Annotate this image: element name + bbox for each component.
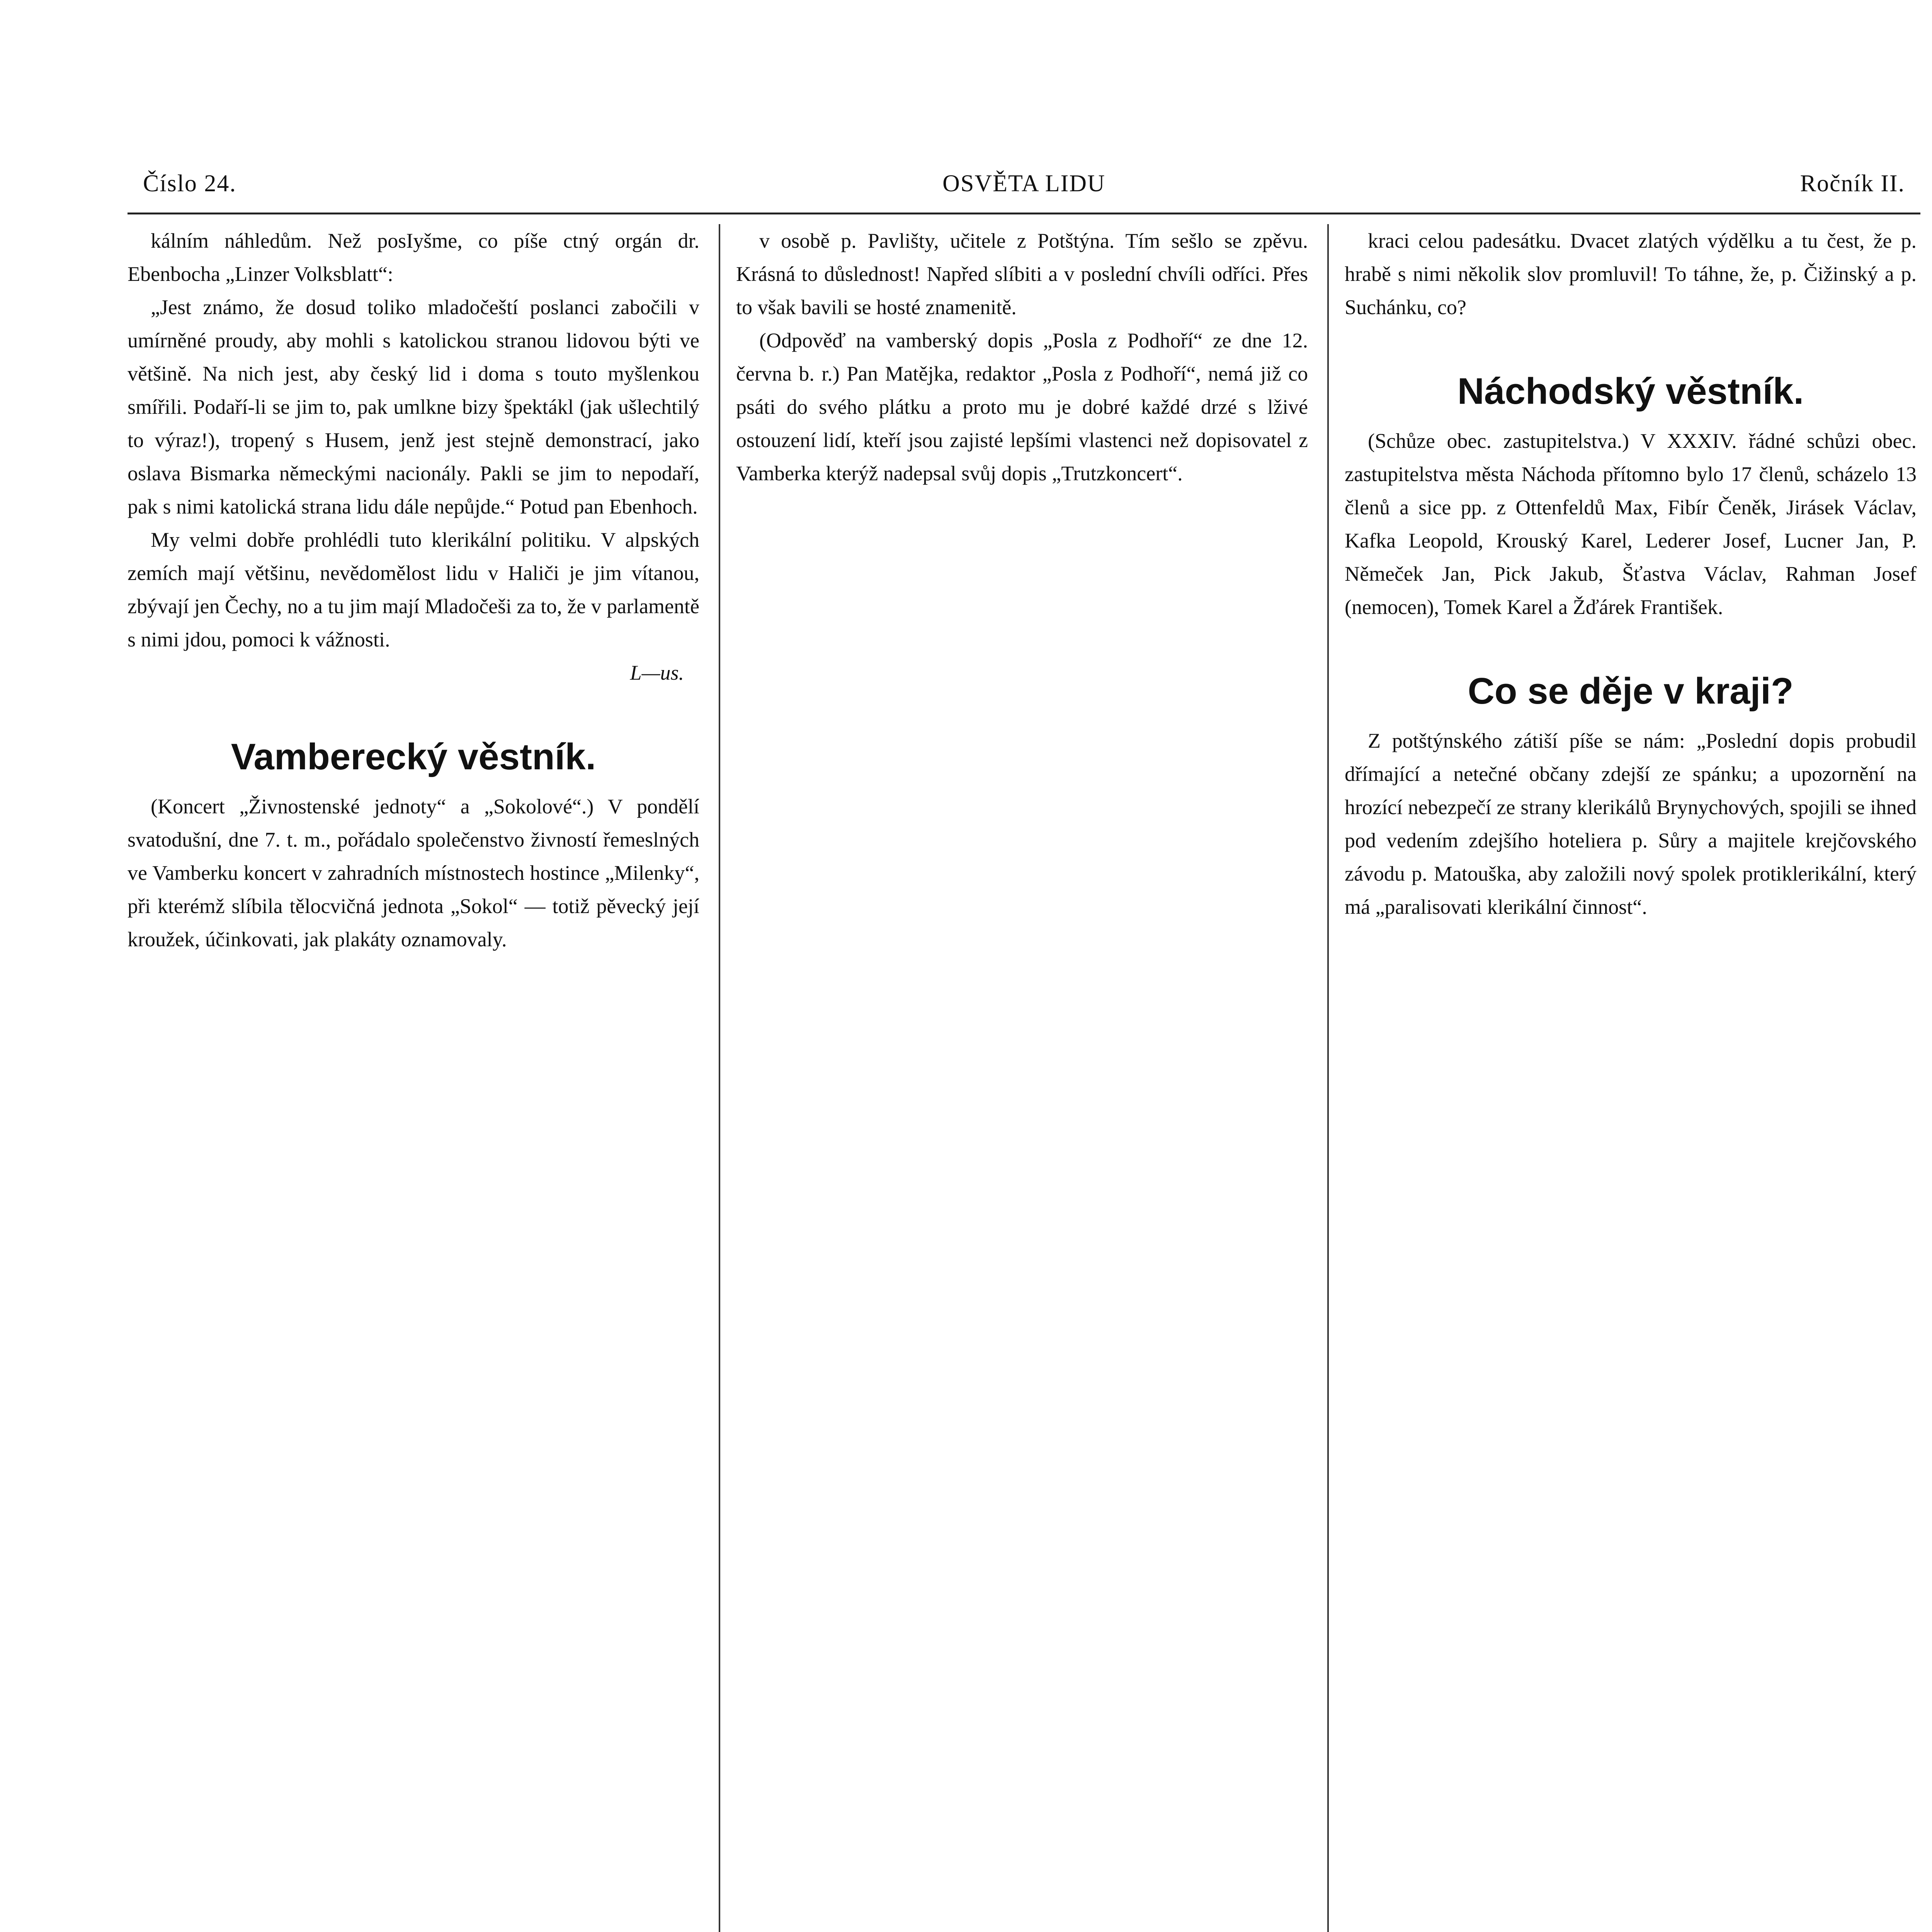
- column-divider: [1327, 224, 1329, 1932]
- volume-number: Ročník II.: [1800, 170, 1905, 197]
- column-1: [128, 224, 699, 1932]
- section-title-co-se-deje: Co se děje v kraji?: [1468, 670, 1794, 712]
- paragraph: kálním náhledům. Než posIyšme, co píše ctný orgán dr. Ebenbocha „Linzer Volksblatt“:: [128, 229, 699, 286]
- header-rule: [128, 213, 1920, 214]
- section-title-vamberecky: Vamberecký věstník.: [231, 736, 596, 777]
- paragraph: v osobě p. Pavlišty, učitele z Potštýna. Tím sešlo se zpěvu. Krásná to důslednost! Napřed slíbiti a v poslední chvíli odříci. Přes to však bavili se hosté znamenitě.: [736, 229, 1308, 319]
- page-header: [128, 162, 1920, 205]
- article-signature: L—us.: [630, 661, 684, 684]
- column-divider: [719, 224, 720, 1932]
- section-title-nachodsky: Náchodský věstník.: [1457, 371, 1804, 412]
- paragraph: „Jest známo, že dosud toliko mladočeští poslanci zabočili v umírněné proudy, aby mohli s katolickou stranou lidovou býti ve většině. Na nich jest, aby český lid i doma s touto myšlenkou smířili. Podaří-li se jim to, pak umlkne bizy špektákl (jak ušlechtilý to výraz!), tropený s Husem, jenž jest stejně demonstrací, jako oslava Bismarka německými nacionály. Pakli se jim to nepodaří, pak s nimi katolická strana lidu dále nepůjde.“ Potud pan Ebenhoch.: [128, 296, 699, 518]
- masthead-title: OSVĚTA LIDU: [942, 170, 1105, 197]
- newspaper-page: [128, 162, 1920, 1932]
- paragraph: kraci celou padesátku. Dvacet zlatých výdělku a tu čest, že p. hrabě s nimi několik slov promluvil! To táhne, že, p. Čižinský a p. Suchánku, co?: [1345, 229, 1917, 319]
- column-3: [1345, 224, 1917, 1932]
- paragraph: (Koncert „Živnostenské jednoty“ a „Sokolové“.) V pondělí svatodušní, dne 7. t. m., pořádalo společenstvo živností řemeslných ve Vamberku koncert v zahradních místnostech hostince „Milenky“, při kterémž slíbila tělocvičná jednota „Sokol“ — totiž pěvecký její kroužek, účinkovati, jak plakáty oznamovaly.: [128, 795, 699, 951]
- issue-number: Číslo 24.: [143, 170, 236, 197]
- paragraph: (Odpověď na vamberský dopis „Posla z Podhoří“ ze dne 12. června b. r.) Pan Matějka, redaktor „Posla z Podhoří“, nemá již co psáti do svého plátku a proto mu je dobré každé drzé s lživé ostouzení lidí, kteří jsou zajisté lepšími vlastenci než dopisovatel z Vamberka kterýž nadepsal svůj dopis „Trutzkoncert“.: [736, 329, 1308, 485]
- column-2: [736, 224, 1308, 1932]
- paragraph: My velmi dobře prohlédli tuto klerikální politiku. V alpských zemích mají většinu, nevědomělost lidu v Haliči je jim vítanou, zbývají jen Čechy, no a tu jim mají Mladočeši za to, že v parlamentě s nimi jdou, pomoci k vážnosti.: [128, 528, 699, 651]
- paragraph: (Schůze obec. zastupitelstva.) V XXXIV. řádné schůzi obec. zastupitelstva města Náchoda přítomno bylo 17 členů, scházelo 13 členů a sice pp. z Ottenfeldů Max, Fibír Čeněk, Jirásek Václav, Kafka Leopold, Krouský Karel, Lederer Josef, Lucner Jan, P. Němeček Jan, Pick Jakub, Šťastva Václav, Rahman Josef (nemocen), Tomek Karel a Žďárek František.: [1345, 429, 1917, 619]
- paragraph: Z potštýnského zátiší píše se nám: „Poslední dopis probudil dřímající a netečné občany zdejší ze spánku; a upozornění na hrozící nebezpečí ze strany klerikálů Brynychových, spojili se ihned pod vedením zdejšího hoteliera p. Sůry a majitele krejčovského závodu p. Matouška, aby založili nový spolek protiklerikální, který má „paralisovati klerikální činnost“.: [1345, 729, 1917, 918]
